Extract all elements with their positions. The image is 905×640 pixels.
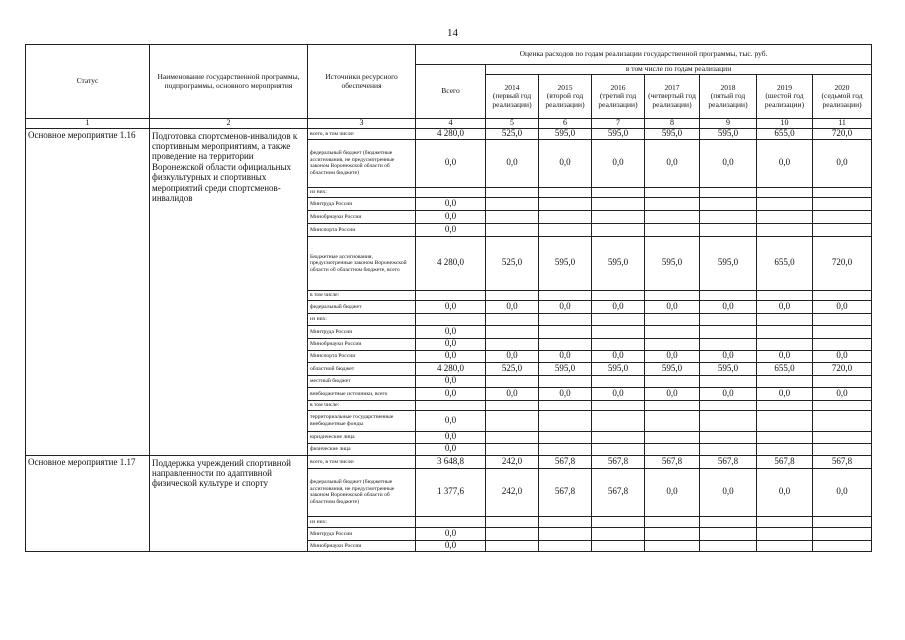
funding-source: Минобрнауки России bbox=[308, 210, 416, 223]
year-value bbox=[757, 197, 813, 210]
year-value bbox=[645, 210, 700, 223]
year-value bbox=[486, 313, 539, 325]
year-value: 0,0 bbox=[645, 387, 700, 400]
total-value bbox=[416, 400, 486, 410]
year-value bbox=[539, 527, 592, 540]
year-value bbox=[645, 375, 700, 387]
total-value: 0,0 bbox=[416, 350, 486, 362]
column-index: 10 bbox=[757, 119, 813, 129]
total-value: 0,0 bbox=[416, 210, 486, 223]
year-value bbox=[813, 290, 872, 300]
header-year bbox=[813, 75, 872, 119]
year-value bbox=[645, 325, 700, 338]
year-value: 0,0 bbox=[700, 300, 757, 313]
funding-source: Бюджетные ассигнования, предусмотренные законом Воронежской области об областном бюджете, всего bbox=[308, 236, 416, 290]
year-value: 0,0 bbox=[757, 300, 813, 313]
year-value bbox=[645, 223, 700, 236]
year-value bbox=[700, 443, 757, 455]
year-value bbox=[645, 443, 700, 455]
funding-source: из них: bbox=[308, 313, 416, 325]
year-value bbox=[700, 210, 757, 223]
year-value bbox=[700, 325, 757, 338]
year-value bbox=[700, 540, 757, 551]
year-value bbox=[645, 313, 700, 325]
year-value bbox=[539, 400, 592, 410]
year-value: 720,0 bbox=[813, 362, 872, 375]
year-value bbox=[645, 338, 700, 350]
year-value: 525,0 bbox=[486, 128, 539, 139]
year-value bbox=[813, 375, 872, 387]
year-value bbox=[757, 187, 813, 197]
column-index: 3 bbox=[308, 119, 416, 129]
funding-source: Минтруда России bbox=[308, 527, 416, 540]
year-value bbox=[757, 223, 813, 236]
year-value: 567,8 bbox=[813, 455, 872, 468]
year-value: 0,0 bbox=[486, 350, 539, 362]
year-value bbox=[486, 210, 539, 223]
year-value bbox=[757, 400, 813, 410]
year-value bbox=[539, 210, 592, 223]
funding-source: в том числе: bbox=[308, 290, 416, 300]
year-value bbox=[592, 527, 645, 540]
total-value: 0,0 bbox=[416, 540, 486, 551]
year-value: 0,0 bbox=[592, 350, 645, 362]
year-value bbox=[539, 223, 592, 236]
year-value: 595,0 bbox=[645, 128, 700, 139]
year-value bbox=[539, 197, 592, 210]
funding-source: Минобрнауки России bbox=[308, 338, 416, 350]
year-value bbox=[486, 443, 539, 455]
header-year bbox=[539, 75, 592, 119]
year-value bbox=[486, 223, 539, 236]
year-value bbox=[539, 187, 592, 197]
year-value bbox=[757, 338, 813, 350]
year-value bbox=[592, 375, 645, 387]
year-value bbox=[486, 431, 539, 443]
year-value: 655,0 bbox=[757, 236, 813, 290]
year-value: 0,0 bbox=[539, 300, 592, 313]
year-value bbox=[813, 325, 872, 338]
year-value bbox=[757, 527, 813, 540]
year-value bbox=[592, 400, 645, 410]
year-value: 0,0 bbox=[813, 468, 872, 516]
year-value bbox=[813, 400, 872, 410]
year-value bbox=[757, 313, 813, 325]
header-by-years: в том числе по годам реализации bbox=[486, 65, 872, 75]
year-value: 567,8 bbox=[700, 455, 757, 468]
funding-source: из них: bbox=[308, 516, 416, 527]
total-value: 1 377,6 bbox=[416, 468, 486, 516]
column-index: 7 bbox=[592, 119, 645, 129]
year-value: 0,0 bbox=[757, 139, 813, 187]
header-year-label: (седьмой год реализации) bbox=[821, 91, 863, 109]
column-index: 6 bbox=[539, 119, 592, 129]
funding-source: местный бюджет bbox=[308, 375, 416, 387]
year-value: 0,0 bbox=[757, 350, 813, 362]
year-value bbox=[757, 540, 813, 551]
column-index: 11 bbox=[813, 119, 872, 129]
year-value bbox=[813, 313, 872, 325]
header-year-label: (четвертый год реализации) bbox=[648, 91, 696, 109]
year-value bbox=[592, 540, 645, 551]
year-value bbox=[539, 338, 592, 350]
table-row bbox=[26, 128, 872, 139]
year-value: 242,0 bbox=[486, 455, 539, 468]
year-value bbox=[700, 410, 757, 431]
year-value bbox=[592, 516, 645, 527]
year-value bbox=[592, 210, 645, 223]
year-value bbox=[700, 197, 757, 210]
total-value: 0,0 bbox=[416, 197, 486, 210]
funding-source: юридические лица bbox=[308, 431, 416, 443]
year-value bbox=[813, 187, 872, 197]
year-value bbox=[645, 400, 700, 410]
year-value bbox=[539, 443, 592, 455]
total-value bbox=[416, 290, 486, 300]
year-value: 0,0 bbox=[486, 387, 539, 400]
year-value: 0,0 bbox=[645, 468, 700, 516]
year-value: 567,8 bbox=[539, 455, 592, 468]
year-value: 0,0 bbox=[592, 139, 645, 187]
year-value bbox=[645, 197, 700, 210]
funding-source: территориальные государственные внебюджетные фонды bbox=[308, 410, 416, 431]
year-value bbox=[757, 443, 813, 455]
year-value bbox=[539, 540, 592, 551]
year-value: 0,0 bbox=[813, 387, 872, 400]
year-value bbox=[486, 375, 539, 387]
budget-table bbox=[25, 44, 872, 552]
year-value bbox=[539, 410, 592, 431]
header-sources: Источники ресурсного обеспечения bbox=[308, 45, 416, 119]
year-value: 0,0 bbox=[813, 350, 872, 362]
header-year bbox=[486, 75, 539, 119]
year-value: 525,0 bbox=[486, 362, 539, 375]
year-value: 720,0 bbox=[813, 128, 872, 139]
year-value: 0,0 bbox=[700, 350, 757, 362]
header-year-label: (второй год реализации) bbox=[545, 91, 585, 109]
year-value bbox=[539, 290, 592, 300]
header-year-number: 2019 bbox=[777, 83, 792, 93]
year-value: 0,0 bbox=[813, 300, 872, 313]
funding-source: физические лица bbox=[308, 443, 416, 455]
year-value: 0,0 bbox=[813, 139, 872, 187]
header-total: Всего bbox=[416, 65, 486, 119]
year-value: 567,8 bbox=[539, 468, 592, 516]
funding-source: федеральный бюджет (бюджетные ассигнования, не предусмотренные законом Воронежской области об областном бюджете) bbox=[308, 139, 416, 187]
year-value bbox=[592, 410, 645, 431]
year-value bbox=[757, 325, 813, 338]
year-value bbox=[486, 197, 539, 210]
year-value: 525,0 bbox=[486, 236, 539, 290]
header-year-number: 2017 bbox=[664, 83, 680, 93]
total-value: 0,0 bbox=[416, 431, 486, 443]
total-value bbox=[416, 516, 486, 527]
year-value: 0,0 bbox=[645, 350, 700, 362]
funding-source: из них: bbox=[308, 187, 416, 197]
total-value: 3 648,8 bbox=[416, 455, 486, 468]
year-value bbox=[813, 443, 872, 455]
year-value: 595,0 bbox=[700, 128, 757, 139]
page-number: 14 bbox=[447, 27, 458, 39]
year-value bbox=[592, 313, 645, 325]
year-value bbox=[813, 540, 872, 551]
year-value bbox=[700, 313, 757, 325]
year-value: 0,0 bbox=[539, 350, 592, 362]
column-index: 1 bbox=[26, 119, 150, 129]
total-value: 0,0 bbox=[416, 223, 486, 236]
year-value: 567,8 bbox=[757, 455, 813, 468]
year-value bbox=[700, 187, 757, 197]
year-value: 595,0 bbox=[592, 236, 645, 290]
year-value: 0,0 bbox=[757, 468, 813, 516]
header-year bbox=[757, 75, 813, 119]
year-value bbox=[486, 338, 539, 350]
year-value bbox=[813, 410, 872, 431]
year-value bbox=[486, 400, 539, 410]
year-value bbox=[592, 325, 645, 338]
funding-source: федеральный бюджет (бюджетные ассигнования, не предусмотренные законом Воронежской области об областном бюджете) bbox=[308, 468, 416, 516]
funding-source: внебюджетные источники, всего bbox=[308, 387, 416, 400]
year-value bbox=[539, 325, 592, 338]
year-value: 567,8 bbox=[645, 455, 700, 468]
year-value bbox=[592, 187, 645, 197]
column-index: 2 bbox=[150, 119, 308, 129]
year-value: 0,0 bbox=[592, 300, 645, 313]
header-year-label: (шестой год реализации) bbox=[764, 91, 805, 109]
funding-source: Минспорта России bbox=[308, 350, 416, 362]
column-index: 5 bbox=[486, 119, 539, 129]
column-index: 4 bbox=[416, 119, 486, 129]
funding-source: федеральный бюджет bbox=[308, 300, 416, 313]
year-value: 0,0 bbox=[700, 387, 757, 400]
total-value: 0,0 bbox=[416, 527, 486, 540]
header-estimate: Оценка расходов по годам реализации государственной программы, тыс. руб. bbox=[416, 45, 872, 65]
year-value bbox=[645, 516, 700, 527]
header-year bbox=[592, 75, 645, 119]
funding-source: Минобрнауки России bbox=[308, 540, 416, 551]
funding-source: Минспорта России bbox=[308, 223, 416, 236]
funding-source: всего, в том числе: bbox=[308, 128, 416, 139]
year-value bbox=[592, 338, 645, 350]
year-value bbox=[700, 375, 757, 387]
year-value bbox=[539, 313, 592, 325]
year-value bbox=[757, 210, 813, 223]
year-value bbox=[757, 431, 813, 443]
total-value: 0,0 bbox=[416, 139, 486, 187]
year-value bbox=[592, 431, 645, 443]
header-year-label: (пятый год реализации) bbox=[708, 91, 748, 109]
funding-source: Минтруда России bbox=[308, 325, 416, 338]
header-year-number: 2020 bbox=[834, 83, 850, 93]
total-value: 0,0 bbox=[416, 338, 486, 350]
total-value: 4 280,0 bbox=[416, 236, 486, 290]
year-value: 595,0 bbox=[645, 362, 700, 375]
year-value bbox=[486, 410, 539, 431]
year-value bbox=[813, 197, 872, 210]
year-value: 0,0 bbox=[486, 300, 539, 313]
year-value: 567,8 bbox=[592, 455, 645, 468]
year-value: 655,0 bbox=[757, 362, 813, 375]
year-value: 595,0 bbox=[700, 362, 757, 375]
year-value bbox=[813, 210, 872, 223]
year-value bbox=[539, 431, 592, 443]
year-value bbox=[757, 410, 813, 431]
total-value: 0,0 bbox=[416, 387, 486, 400]
year-value: 595,0 bbox=[645, 236, 700, 290]
year-value bbox=[486, 527, 539, 540]
year-value: 655,0 bbox=[757, 128, 813, 139]
year-value bbox=[645, 431, 700, 443]
header-year-number: 2018 bbox=[720, 83, 736, 93]
year-value bbox=[592, 197, 645, 210]
header-year bbox=[645, 75, 700, 119]
year-value: 595,0 bbox=[539, 236, 592, 290]
total-value: 4 280,0 bbox=[416, 128, 486, 139]
year-value bbox=[813, 516, 872, 527]
total-value: 0,0 bbox=[416, 325, 486, 338]
funding-source: областной бюджет bbox=[308, 362, 416, 375]
year-value bbox=[539, 375, 592, 387]
table-row bbox=[26, 455, 872, 468]
year-value: 595,0 bbox=[539, 362, 592, 375]
year-value bbox=[700, 431, 757, 443]
year-value: 0,0 bbox=[645, 139, 700, 187]
year-value: 595,0 bbox=[700, 236, 757, 290]
year-value bbox=[645, 290, 700, 300]
year-value bbox=[592, 290, 645, 300]
header-year-label: (третий год реализации) bbox=[598, 91, 638, 109]
activity-status: Основное мероприятие 1.17 bbox=[26, 455, 150, 551]
year-value bbox=[592, 223, 645, 236]
year-value bbox=[813, 223, 872, 236]
total-value: 0,0 bbox=[416, 443, 486, 455]
funding-source: в том числе: bbox=[308, 400, 416, 410]
year-value bbox=[486, 325, 539, 338]
total-value bbox=[416, 187, 486, 197]
funding-source: всего, в том числе: bbox=[308, 455, 416, 468]
total-value: 0,0 bbox=[416, 375, 486, 387]
year-value: 0,0 bbox=[592, 387, 645, 400]
year-value: 0,0 bbox=[757, 387, 813, 400]
year-value bbox=[486, 290, 539, 300]
year-value bbox=[486, 516, 539, 527]
year-value: 0,0 bbox=[539, 139, 592, 187]
year-value bbox=[645, 540, 700, 551]
funding-source: Минтруда России bbox=[308, 197, 416, 210]
year-value bbox=[813, 431, 872, 443]
total-value: 0,0 bbox=[416, 410, 486, 431]
year-value bbox=[700, 527, 757, 540]
year-value: 595,0 bbox=[539, 128, 592, 139]
header-status: Статус bbox=[26, 45, 150, 119]
total-value bbox=[416, 313, 486, 325]
year-value bbox=[757, 516, 813, 527]
year-value: 0,0 bbox=[700, 139, 757, 187]
column-index: 8 bbox=[645, 119, 700, 129]
year-value: 720,0 bbox=[813, 236, 872, 290]
year-value bbox=[813, 527, 872, 540]
year-value: 567,8 bbox=[592, 468, 645, 516]
year-value: 595,0 bbox=[592, 128, 645, 139]
header-year-number: 2014 bbox=[504, 83, 520, 93]
year-value bbox=[700, 516, 757, 527]
year-value bbox=[700, 290, 757, 300]
year-value bbox=[645, 527, 700, 540]
year-value: 0,0 bbox=[645, 300, 700, 313]
header-name: Наименование государственной программы, подпрограммы, основного мероприятия bbox=[150, 45, 308, 119]
year-value: 242,0 bbox=[486, 468, 539, 516]
year-value: 0,0 bbox=[486, 139, 539, 187]
activity-name: Подготовка спортсменов-инвалидов к спортивным мероприятиям, а также проведение на территории Воронежской области официальных физкультурных и спортивных мероприятий среди спортсменов-инвалидов bbox=[150, 128, 308, 455]
header-year-number: 2016 bbox=[610, 83, 626, 93]
activity-name: Поддержка учреждений спортивной направленности по адаптивной физической культуре и спорту bbox=[150, 455, 308, 551]
total-value: 0,0 bbox=[416, 300, 486, 313]
year-value bbox=[645, 410, 700, 431]
header-year-number: 2015 bbox=[557, 83, 573, 93]
year-value: 0,0 bbox=[539, 387, 592, 400]
header-year bbox=[700, 75, 757, 119]
year-value bbox=[700, 400, 757, 410]
year-value bbox=[700, 338, 757, 350]
year-value bbox=[813, 338, 872, 350]
year-value bbox=[757, 375, 813, 387]
year-value bbox=[539, 516, 592, 527]
year-value bbox=[486, 540, 539, 551]
year-value bbox=[645, 187, 700, 197]
year-value bbox=[757, 290, 813, 300]
year-value: 595,0 bbox=[592, 362, 645, 375]
year-value bbox=[700, 223, 757, 236]
year-value bbox=[592, 443, 645, 455]
column-index: 9 bbox=[700, 119, 757, 129]
header-year-label: (первый год реализации) bbox=[492, 91, 532, 109]
total-value: 4 280,0 bbox=[416, 362, 486, 375]
activity-status: Основное мероприятие 1.16 bbox=[26, 128, 150, 455]
year-value: 0,0 bbox=[700, 468, 757, 516]
year-value bbox=[486, 187, 539, 197]
